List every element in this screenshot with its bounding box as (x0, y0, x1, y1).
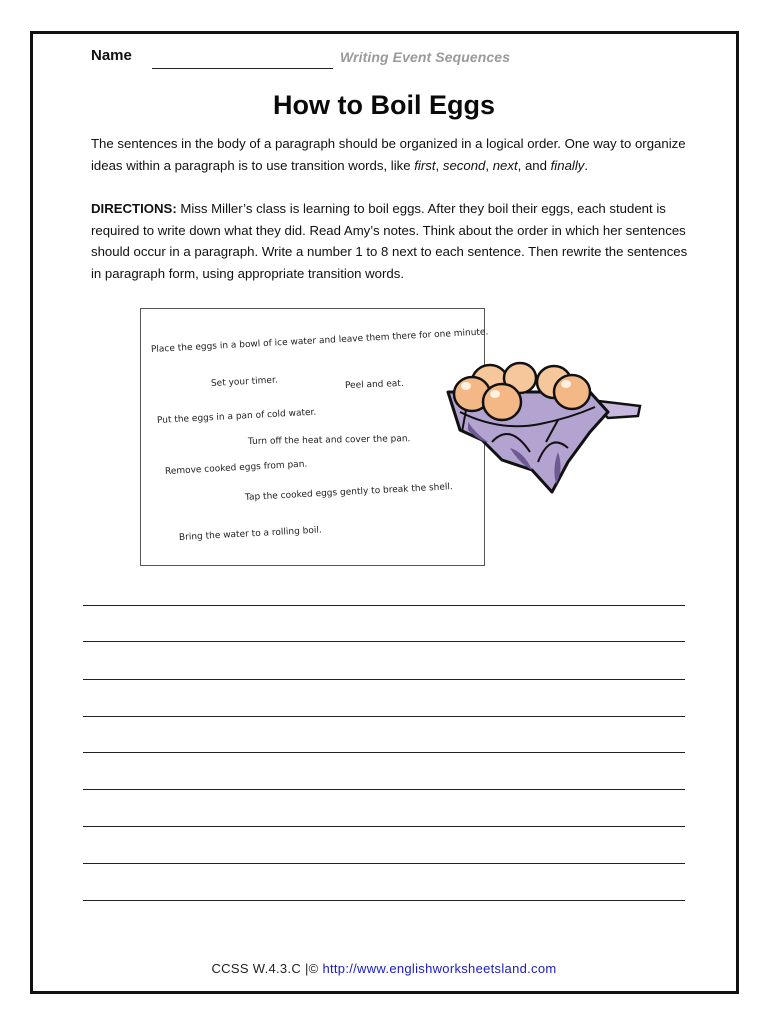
name-label: Name (91, 47, 132, 64)
writing-line[interactable] (83, 789, 685, 790)
writing-line[interactable] (83, 605, 685, 606)
note-item: Put the eggs in a pan of cold water. (156, 407, 317, 426)
egg-carton-icon (440, 352, 646, 504)
footer (0, 961, 768, 976)
directions-paragraph (91, 198, 691, 284)
note-item: Remove cooked eggs from pan. (164, 459, 308, 477)
website-link[interactable]: http://www.englishworksheetsland.com (322, 961, 557, 976)
name-field-line[interactable] (152, 68, 333, 69)
note-item: Set your timer. (210, 375, 278, 389)
writing-line[interactable] (83, 752, 685, 753)
intro-sep: , (435, 157, 443, 173)
note-item: Tap the cooked eggs gently to break the shell. (244, 482, 454, 503)
writing-line[interactable] (83, 716, 685, 717)
intro-sep: , (485, 157, 493, 173)
intro-text: The sentences in the body of a paragraph should be organized in a logical order. One way to organize ideas within a paragraph is to use transition words, like (91, 136, 686, 173)
intro-paragraph (91, 133, 691, 176)
series-title: Writing Event Sequences (340, 49, 511, 65)
writing-line[interactable] (83, 900, 685, 901)
word-second: second (442, 157, 486, 173)
word-finally: finally (550, 157, 585, 173)
writing-line[interactable] (83, 863, 685, 864)
directions-label: DIRECTIONS: (91, 201, 177, 216)
note-item: Peel and eat. (344, 378, 404, 391)
note-item: Bring the water to a rolling boil. (178, 525, 323, 543)
directions-text: Miss Miller’s class is learning to boil eggs. After they boil their eggs, each student is required to write down what they did. Read Amy’s notes. Think about the order in which her sentences should occur in a paragraph. Write a number 1 to 8 next to each sentence. Then rewrite the sentences in paragraph form, using appropriate transition words. (91, 201, 688, 281)
word-first: first (414, 157, 436, 173)
page-title: How to Boil Eggs (273, 90, 495, 120)
intro-sep: , and (517, 157, 551, 173)
word-next: next (492, 157, 518, 173)
note-item: Turn off the heat and cover the pan. (247, 434, 411, 447)
writing-line[interactable] (83, 826, 685, 827)
amy-notes-box (140, 308, 489, 566)
standard-code: CCSS W.4.3.C |© (211, 961, 323, 976)
intro-end: . (584, 157, 589, 173)
writing-line[interactable] (83, 641, 685, 642)
writing-line[interactable] (83, 679, 685, 680)
note-item: Place the eggs in a bowl of ice water and leave them there for one minute. (150, 327, 489, 355)
